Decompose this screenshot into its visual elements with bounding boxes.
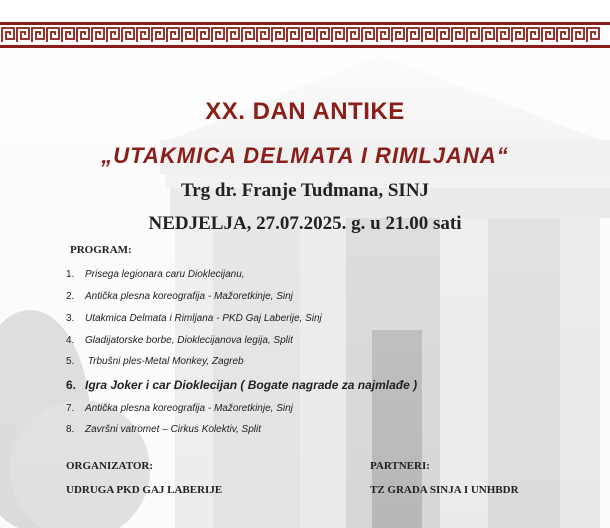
- program-item: [66, 356, 244, 367]
- program-item-text: Utakmica Delmata i Rimljana - PKD Gaj Laberije, Sinj: [85, 313, 322, 324]
- program-item: [66, 313, 322, 324]
- program-item-number: 6.: [66, 378, 77, 392]
- program-item: [66, 403, 293, 414]
- program-item-text: Završni vatromet – Cirkus Kolektiv, Split: [85, 424, 261, 435]
- event-venue: Trg dr. Franje Tuđmana, SINJ: [180, 180, 430, 201]
- program-item-highlighted: [66, 378, 417, 392]
- program-heading: PROGRAM:: [70, 244, 132, 256]
- program-item-text: Gladijatorske borbe, Dioklecijanova legija, Split: [85, 335, 293, 346]
- program-item-number: 5.: [66, 356, 75, 367]
- program-item-text: Trbušni ples-Metal Monkey, Zagreb: [85, 356, 244, 367]
- program-item: [66, 424, 261, 435]
- partners-label: PARTNERI:: [370, 460, 430, 472]
- program-item-text: Igra Joker i car Dioklecijan ( Bogate nagrade za najmlađe ): [85, 378, 418, 392]
- program-item-number: 7.: [66, 403, 75, 414]
- program-item: [66, 269, 245, 280]
- meander-border: [0, 22, 610, 48]
- partners-names: TZ GRADA SINJA I UNHBDR: [370, 484, 519, 496]
- program-item-text: Prisega legionara caru Dioklecijanu,: [85, 269, 245, 280]
- organizer-name: UDRUGA PKD GAJ LABERIJE: [66, 484, 223, 496]
- event-date: NEDJELJA, 27.07.2025. g. u 21.00 sati: [148, 213, 462, 234]
- program-item-number: 3.: [66, 313, 75, 324]
- program-item-number: 4.: [66, 335, 75, 346]
- event-title: XX. DAN ANTIKE: [205, 98, 405, 125]
- program-item-text: Antička plesna koreografija - Mažoretkinje, Sinj: [85, 403, 293, 414]
- event-subtitle: „UTAKMICA DELMATA I RIMLJANA“: [101, 143, 509, 168]
- program-item-text: Antička plesna koreografija - Mažoretkinje, Sinj: [85, 291, 293, 302]
- program-item-number: 8.: [66, 424, 75, 435]
- program-item: [66, 335, 293, 346]
- program-item-number: 1.: [66, 269, 75, 280]
- program-item-number: 2.: [66, 291, 75, 302]
- organizer-label: ORGANIZATOR:: [66, 460, 153, 472]
- program-item: [66, 291, 293, 302]
